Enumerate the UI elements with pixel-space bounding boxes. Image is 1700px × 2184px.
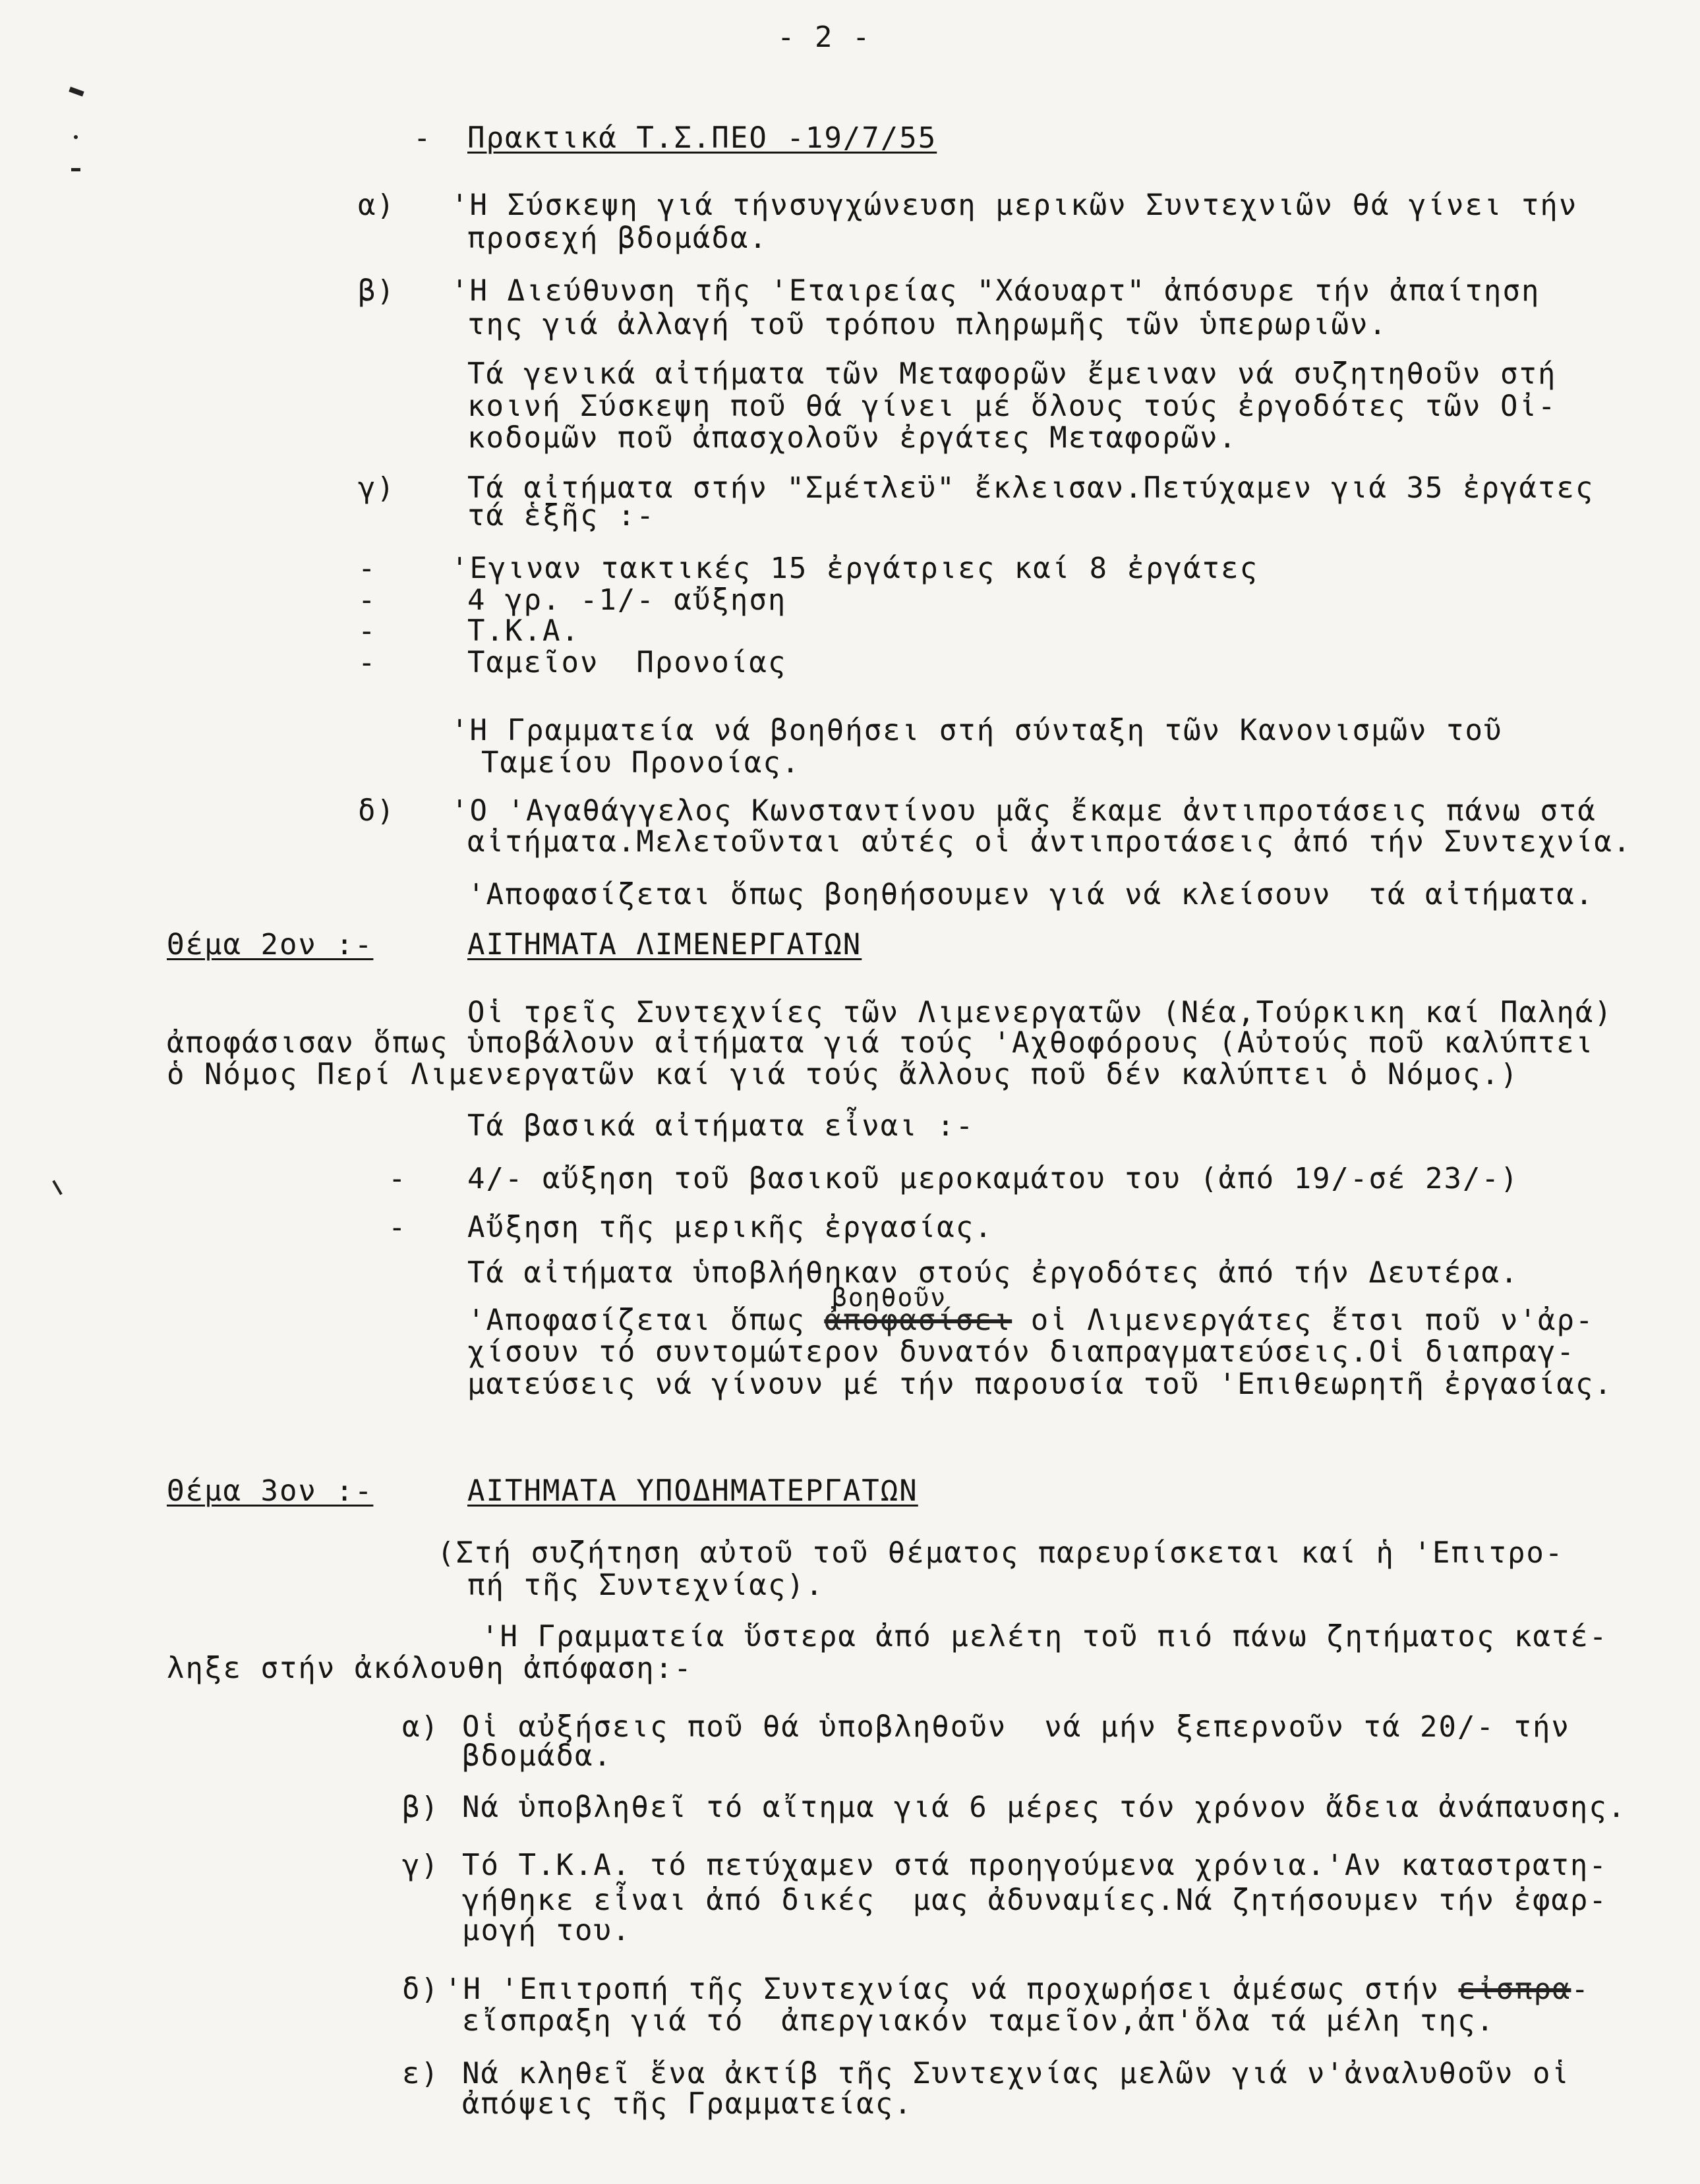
inserted-word: βοηθοῦν [832,1283,947,1312]
item-b-note: κοδομῶν ποῦ ἀπασχολοῦν ἐργάτες Μεταφορῶν. [467,421,1238,455]
topic-3-heading: Θέμα 3ον :- [167,1474,374,1508]
topic-3-decision-intro: ληξε στήν ἀκόλουθη ἀπόφαση:- [167,1652,693,1685]
point-line: Νά κληθεῖ ἕνα ἀκτίβ τῆς Συντεχνίας μελῶν γιά ν'ἀναλυθοῦν οἱ [462,2057,1570,2090]
point-line: Νά ὑποβληθεῖ τό αἴτημα γιά 6 μέρες τόν χρόνον ἄδεια ἀνάπαυσης. [462,1791,1627,1824]
margin-mark [69,86,84,96]
point-label: β) [402,1791,440,1824]
topic-2-intro: Οἱ τρεῖς Συντεχνίες τῶν Λιμενεργατῶν (Νέα,Τούρκικη καί Παληά) [467,996,1613,1029]
page-number: - 2 - [777,20,871,54]
bullet-item: 'Εγιναν τακτικές 15 ἐργάτριες καί 8 ἐργάτες [451,552,1259,585]
point-line: βδομάδα. [462,1739,612,1773]
hyphen: - [1571,1972,1590,2006]
topic-2-title: ΑΙΤΗΜΑΤΑ ΛΙΜΕΝΕΡΓΑΤΩΝ [467,928,862,962]
demand-dash: - [388,1211,407,1244]
point-line: μογή του. [462,1914,631,1947]
point-line: γήθηκε εἶναι ἀπό δικές μας ἀδυναμίες.Νά ζητήσουμεν τήν ἐφαρ- [462,1883,1608,1917]
item-b-label: β) [358,274,396,308]
point-label: α) [402,1710,440,1744]
item-c-label: γ) [358,471,396,505]
item-a-line: 'Η Σύσκεψη γιά τήνσυγχώνευση μερικῶν Συντεχνιῶν θά γίνει τήν [451,188,1578,222]
item-a-label: α) [358,188,396,222]
margin-mark [52,1180,62,1195]
item-c-note: 'Η Γραμματεία νά βοηθήσει στή σύνταξη τῶν Κανονισμῶν τοῦ [451,714,1503,747]
bullet-dash: - [358,614,377,648]
item-d-line: αἰτήματα.Μελετοῦνται αὐτές οἱ ἀντιπροτάσεις ἀπό τήν Συντεχνία. [467,825,1632,859]
bullet-item: 4 γρ. -1/- αὔξηση [467,583,787,617]
item-b-line: της γιά ἀλλαγή τοῦ τρόπου πληρωμῆς τῶν ὑπερωριῶν. [467,308,1388,341]
item-b-note: Τά γενικά αἰτήματα τῶν Μεταφορῶν ἔμειναν νά συζητηθοῦν στή [467,357,1557,391]
item-b-line: 'Η Διεύθυνση τῆς 'Εταιρείας "Χάουαρτ" ἀπόσυρε τήν ἀπαίτηση [451,274,1540,308]
topic-2-submitted: Τά αἰτήματα ὑποβλήθηκαν στούς ἐργοδότες ἀπό τήν Δευτέρα. [467,1256,1519,1290]
decision-prefix: 'Αποφασίζεται ὅπως [467,1304,825,1337]
topic-3-intro: (Στή συζήτηση αὐτοῦ τοῦ θέματος παρευρίσκεται καί ἡ 'Επιτρο- [437,1536,1564,1570]
point-line: εἴσπραξη γιά τό ἀπεργιακόν ταμεῖον,ἀπ'ὅλα τά μέλη της. [462,2004,1495,2038]
bullet-dash: - [358,646,377,679]
demand-dash: - [388,1162,407,1195]
demand-item: Αὔξηση τῆς μερικῆς ἐργασίας. [467,1211,993,1244]
point-line [444,1972,1590,2006]
item-d-line: 'Ο 'Αγαθάγγελος Κωνσταντίνου μᾶς ἔκαμε ἀντιπροτάσεις πάνω στά [451,794,1597,828]
item-d-label: δ) [358,794,396,828]
demand-item: 4/- αὔξηση τοῦ βασικοῦ μεροκαμάτου του (ἀπό 19/-σέ 23/-) [467,1162,1519,1195]
point-line: Οἱ αὐξήσεις ποῦ θά ὑποβληθοῦν νά μήν ξεπερνοῦν τά 20/- τήν [462,1710,1570,1744]
bullet-item: Τ.Κ.Α. [467,614,580,648]
point-label: ε) [402,2057,440,2090]
topic-2-intro: ὁ Νόμος Περί Λιμενεργατῶν καί γιά τούς ἄλλους ποῦ δέν καλύπτει ὁ Νόμος.) [167,1058,1519,1091]
item-a-line: προσεχή βδομάδα. [467,221,768,255]
bullet-item: Ταμεῖον Προνοίας [467,646,787,679]
point-label: γ) [402,1849,440,1882]
bullet-dash: - [358,583,377,617]
topic-2-decision [467,1306,1594,1335]
topic-2-heading: Θέμα 2ον :- [167,928,374,962]
point-line: ἀπόψεις τῆς Γραμματείας. [462,2087,913,2121]
item-b-note: κοινή Σύσκεψη ποῦ θά γίνει μέ ὅλους τούς ἐργοδότες τῶν Οἰ- [467,389,1557,423]
point-first-text: 'Η 'Επιτροπή τῆς Συντεχνίας νά προχωρήσει ἀμέσως στήν [444,1972,1459,2006]
item-c-note: Ταμείου Προνοίας. [481,746,801,780]
struck-word: εἰσπρα [1458,1972,1571,2006]
topic-3-title: ΑΙΤΗΜΑΤΑ ΥΠΟΔΗΜΑΤΕΡΓΑΤΩΝ [467,1474,918,1508]
topic-2-decision-line: ματεύσεις νά γίνουν μέ τήν παρουσία τοῦ 'Επιθεωρητῆ ἐργασίας. [467,1367,1613,1401]
minutes-title: Πρακτικά Τ.Σ.ΠΕΟ -19/7/55 [467,121,937,155]
topic-2-demands-intro: Τά βασικά αἰτήματα εἶναι :- [467,1109,975,1143]
item-d-decision: 'Αποφασίζεται ὅπως βοηθήσουμεν γιά νά κλείσουν τά αἰτήματα. [467,878,1595,911]
point-label: δ) [402,1972,440,2006]
topic-3-decision-intro: 'Η Γραμματεία ὕστερα ἀπό μελέτη τοῦ πιό πάνω ζητήματος κατέ- [481,1620,1608,1653]
topic-3-intro: πή τῆς Συντεχνίας). [467,1568,825,1602]
item-c-line: Τά αἰτήματα στήν "Σμέτλεϋ" ἔκλεισαν.Πετύχαμεν γιά 35 ἐργάτες [467,471,1595,505]
decision-rest: οἱ Λιμενεργάτες ἔτσι ποῦ ν'ἀρ- [1012,1304,1595,1337]
margin-mark [74,135,78,139]
struck-word: ἀποφασίσει [824,1304,1012,1337]
topic-2-intro: ἀποφάσισαν ὅπως ὑποβάλουν αἰτήματα γιά τούς 'Αχθοφόρους (Αὐτούς ποῦ καλύπτει [167,1026,1595,1060]
point-line: Τό Τ.Κ.Α. τό πετύχαμεν στά προηγούμενα χρόνια.'Αν καταστρατη- [462,1849,1608,1882]
margin-mark [71,168,80,171]
topic-2-decision-line: χίσουν τό συντομώτερον δυνατόν διαπραγματεύσεις.Οἱ διαπραγ- [467,1335,1575,1369]
item-c-line: τά ἑξῆς :- [467,499,655,532]
header-dash: - [413,121,432,155]
bullet-dash: - [358,552,377,585]
